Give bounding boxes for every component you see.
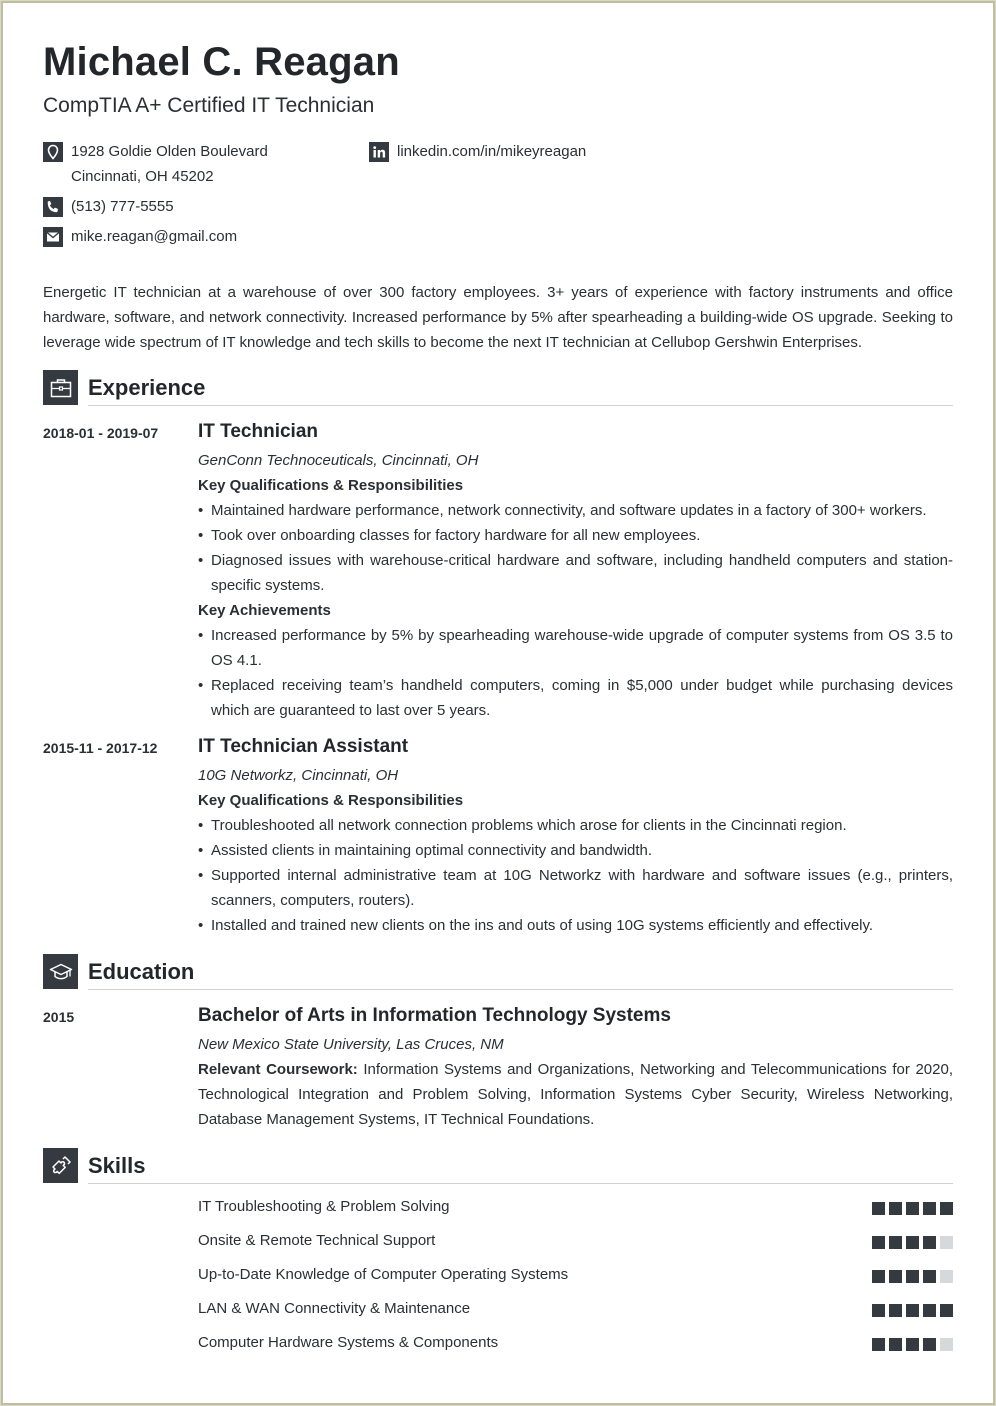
job-dates: 2015-11 - 2017-12	[43, 740, 158, 756]
rating-square-filled	[872, 1236, 885, 1249]
rating-square-empty	[940, 1236, 953, 1249]
experience-heading: Experience	[88, 375, 206, 400]
rating-square-filled	[923, 1304, 936, 1317]
profile-summary: Energetic IT technician at a warehouse of over 300 factory employees. 3+ years of experience with factory instruments and office hardware, software, and network connectivity. Increased performance by 5% after spearheading a building-wide OS upgrade. Seeking to leverage wide spectrum of IT knowledge and tech skills to become the next IT technician at Cellubop Gershwin Enterprises.	[43, 284, 953, 351]
phone-icon	[43, 197, 63, 217]
rating-square-filled	[923, 1270, 936, 1283]
job-dates: 2018-01 - 2019-07	[43, 425, 159, 441]
coursework	[198, 1057, 953, 1132]
linkedin-link[interactable]: linkedin.com/in/mikeyreagan	[397, 143, 587, 160]
job-company: 10G Networkz, Cincinnati, OH	[198, 767, 399, 784]
list-item: • Maintained hardware performance, network connectivity, and software updates in a factory of 300+ workers.	[198, 498, 953, 523]
coursework-list: Information Systems and Organizations, Networking and Telecommunications for 2020, Technological Integration and Problem Solving, Information Systems Cyber Security, Wireless Networking, Database Management Systems, IT Technical Foundations.	[198, 1061, 953, 1128]
school-name: New Mexico State University, Las Cruces, NM	[198, 1036, 504, 1053]
rating-square-filled	[906, 1270, 919, 1283]
skills-section-header	[43, 1148, 953, 1184]
rating-square-filled	[872, 1338, 885, 1351]
achievements-list	[198, 623, 953, 723]
skills-heading: Skills	[88, 1153, 146, 1178]
skill-name: LAN & WAN Connectivity & Maintenance	[198, 1300, 471, 1317]
rating-square-filled	[906, 1202, 919, 1215]
education-year: 2015	[43, 1009, 75, 1025]
qualifications-list	[198, 498, 953, 598]
rating-square-filled	[889, 1338, 902, 1351]
rating-square-filled	[906, 1304, 919, 1317]
rating-square-filled	[940, 1202, 953, 1215]
briefcase-icon	[43, 370, 78, 405]
rating-square-filled	[906, 1236, 919, 1249]
skill-rating	[872, 1270, 953, 1283]
education-section-header	[43, 954, 953, 990]
coursework-label: Relevant Coursework:	[198, 1061, 358, 1078]
skill-rating	[872, 1202, 953, 1215]
skill-name: Up-to-Date Knowledge of Computer Operating Systems	[198, 1266, 569, 1283]
rating-square-filled	[940, 1304, 953, 1317]
rating-square-filled	[923, 1236, 936, 1249]
skill-rating	[872, 1338, 953, 1351]
list-item: • Replaced receiving team’s handheld computers, coming in $5,000 under budget while purchasing devices which are guaranteed to last over 5 years.	[198, 673, 953, 723]
puzzle-icon	[43, 1148, 78, 1183]
email-address[interactable]: mike.reagan@gmail.com	[71, 228, 238, 245]
qualifications-heading: Key Qualifications & Responsibilities	[198, 792, 464, 809]
list-item: • Supported internal administrative team at 10G Networkz with hardware and software issues (e.g., printers, scanners, computers, routers).	[198, 863, 953, 913]
job-entry	[198, 733, 953, 938]
list-item: • Troubleshooted all network connection problems which arose for clients in the Cincinnati region.	[198, 813, 953, 838]
job-company: GenConn Technoceuticals, Cincinnati, OH	[198, 452, 479, 469]
rating-square-filled	[889, 1270, 902, 1283]
education-entry	[198, 1002, 953, 1132]
rating-square-empty	[940, 1270, 953, 1283]
graduation-cap-icon	[43, 954, 78, 989]
degree-title: Bachelor of Arts in Information Technology Systems	[198, 1005, 671, 1026]
skill-row	[198, 1300, 953, 1324]
rating-square-filled	[872, 1202, 885, 1215]
address-line-1: 1928 Goldie Olden Boulevard	[71, 143, 268, 160]
rating-square-empty	[940, 1338, 953, 1351]
rating-square-filled	[889, 1202, 902, 1215]
list-item: • Increased performance by 5% by spearheading warehouse-wide upgrade of computer systems from OS 3.5 to OS 4.1.	[198, 623, 953, 673]
rating-square-filled	[906, 1338, 919, 1351]
skill-name: Onsite & Remote Technical Support	[198, 1232, 436, 1249]
skill-rating	[872, 1236, 953, 1249]
list-item: • Took over onboarding classes for factory hardware for all new employees.	[198, 523, 953, 548]
skill-row	[198, 1334, 953, 1358]
achievements-heading: Key Achievements	[198, 602, 331, 619]
skill-rating	[872, 1304, 953, 1317]
rating-square-filled	[889, 1304, 902, 1317]
job-title: IT Technician	[198, 421, 319, 442]
section-divider	[88, 1183, 953, 1184]
envelope-icon	[43, 227, 63, 247]
rating-square-filled	[872, 1270, 885, 1283]
candidate-title: CompTIA A+ Certified IT Technician	[43, 94, 375, 117]
skill-name: IT Troubleshooting & Problem Solving	[198, 1198, 450, 1215]
rating-square-filled	[923, 1338, 936, 1351]
phone-number[interactable]: (513) 777-5555	[71, 198, 174, 215]
skill-row	[198, 1266, 953, 1290]
education-heading: Education	[88, 959, 195, 984]
experience-section-header	[43, 370, 953, 406]
rating-square-filled	[889, 1236, 902, 1249]
skill-row	[198, 1198, 953, 1222]
address-line-2: Cincinnati, OH 45202	[71, 168, 214, 185]
linkedin-icon	[369, 142, 389, 162]
map-pin-icon	[43, 142, 63, 162]
skill-name: Computer Hardware Systems & Components	[198, 1334, 499, 1351]
list-item: • Diagnosed issues with warehouse-critical hardware and software, including handheld computers and station-specific systems.	[198, 548, 953, 598]
rating-square-filled	[872, 1304, 885, 1317]
list-item: • Assisted clients in maintaining optimal connectivity and bandwidth.	[198, 838, 953, 863]
rating-square-filled	[923, 1202, 936, 1215]
list-item: • Installed and trained new clients on the ins and outs of using 10G systems efficiently and effectively.	[198, 913, 953, 938]
section-divider	[88, 989, 953, 990]
job-title: IT Technician Assistant	[198, 736, 409, 757]
qualifications-list	[198, 813, 953, 938]
qualifications-heading: Key Qualifications & Responsibilities	[198, 477, 464, 494]
skill-row	[198, 1232, 953, 1256]
candidate-name: Michael C. Reagan	[43, 40, 400, 84]
job-entry	[198, 418, 953, 723]
section-divider	[88, 405, 953, 406]
